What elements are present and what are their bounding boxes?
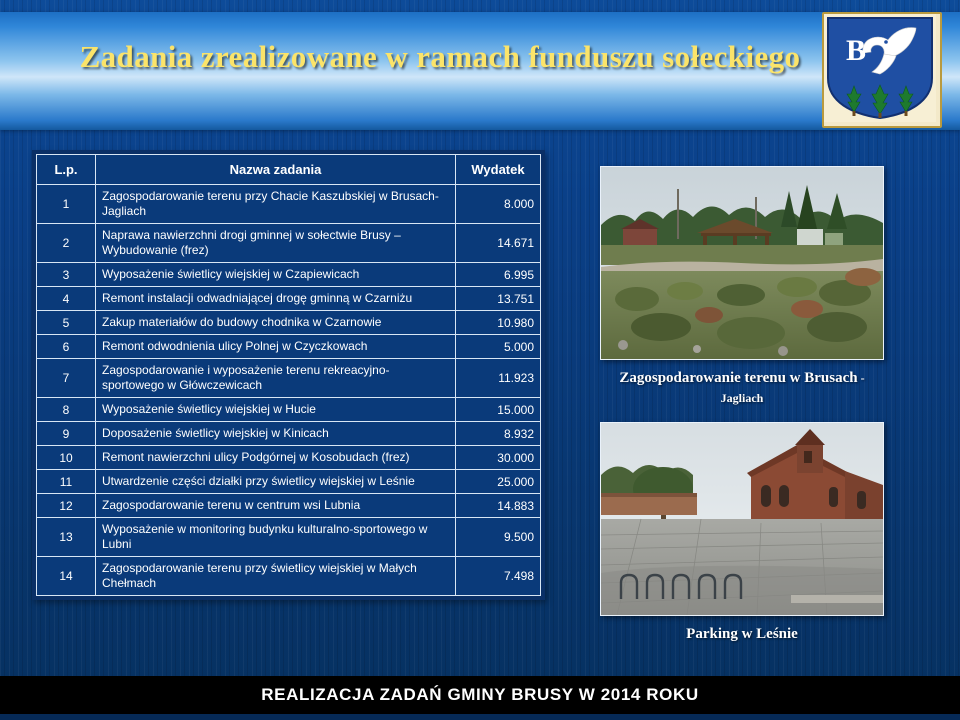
- cell-name: Remont instalacji odwadniającej drogę gminną w Czarniżu: [96, 287, 456, 311]
- table-row: [37, 335, 541, 359]
- photo-caption-1-tail: - Jagliach: [720, 371, 865, 405]
- cell-lp: 2: [37, 224, 96, 263]
- cell-lp: 7: [37, 359, 96, 398]
- photo-caption-1-main: Zagospodarowanie terenu w Brusach: [619, 370, 858, 386]
- cell-name: Remont nawierzchni ulicy Podgórnej w Kosobudach (frez): [96, 446, 456, 470]
- footer-text: REALIZACJA ZADAŃ GMINY BRUSY W 2014 ROKU: [261, 685, 699, 704]
- table-row: [37, 224, 541, 263]
- photo-block-2: [600, 422, 884, 644]
- tasks-table-panel: [32, 150, 545, 600]
- cell-amount: 10.980: [456, 311, 541, 335]
- photo-caption-1: [600, 368, 884, 408]
- cell-amount: 14.671: [456, 224, 541, 263]
- cell-name: Zagospodarowanie terenu w centrum wsi Lubnia: [96, 494, 456, 518]
- cell-lp: 5: [37, 311, 96, 335]
- cell-lp: 11: [37, 470, 96, 494]
- cell-name: Wyposażenie świetlicy wiejskiej w Czapiewicach: [96, 263, 456, 287]
- photo-caption-2: [600, 624, 884, 644]
- photo-zagospodarowanie-terenu-brusy-jagliach: [600, 166, 884, 360]
- cell-amount: 14.883: [456, 494, 541, 518]
- table-row: [37, 359, 541, 398]
- cell-name: Zagospodarowanie i wyposażenie terenu rekreacyjno-sportowego w Główczewicach: [96, 359, 456, 398]
- cell-name: Zagospodarowanie terenu przy świetlicy wiejskiej w Małych Chełmach: [96, 557, 456, 596]
- gmina-brusy-coat-of-arms-icon: [822, 12, 942, 128]
- table-row: [37, 494, 541, 518]
- table-row: [37, 470, 541, 494]
- table-row: [37, 446, 541, 470]
- table-row: [37, 398, 541, 422]
- cell-name: Wyposażenie w monitoring budynku kulturalno-sportowego w Lubni: [96, 518, 456, 557]
- svg-text:B: B: [846, 34, 867, 67]
- cell-name: Doposażenie świetlicy wiejskiej w Kinicach: [96, 422, 456, 446]
- cell-name: Naprawa nawierzchni drogi gminnej w sołectwie Brusy – Wybudowanie (frez): [96, 224, 456, 263]
- cell-amount: 30.000: [456, 446, 541, 470]
- table-row: [37, 263, 541, 287]
- column-header-amount: Wydatek: [456, 155, 541, 185]
- cell-amount: 8.932: [456, 422, 541, 446]
- footer-band: [0, 676, 960, 714]
- cell-amount: 8.000: [456, 185, 541, 224]
- cell-lp: 12: [37, 494, 96, 518]
- column-header-lp: L.p.: [37, 155, 96, 185]
- column-header-name: Nazwa zadania: [96, 155, 456, 185]
- cell-name: Utwardzenie części działki przy świetlicy wiejskiej w Leśnie: [96, 470, 456, 494]
- cell-amount: 15.000: [456, 398, 541, 422]
- table-header-row: [37, 155, 541, 185]
- footer-strip: [0, 714, 960, 720]
- cell-lp: 1: [37, 185, 96, 224]
- cell-lp: 10: [37, 446, 96, 470]
- cell-lp: 8: [37, 398, 96, 422]
- table-row: [37, 311, 541, 335]
- cell-lp: 13: [37, 518, 96, 557]
- cell-name: Remont odwodnienia ulicy Polnej w Czyczkowach: [96, 335, 456, 359]
- cell-amount: 6.995: [456, 263, 541, 287]
- cell-amount: 7.498: [456, 557, 541, 596]
- tasks-table: [36, 154, 541, 596]
- cell-name: Zagospodarowanie terenu przy Chacie Kaszubskiej w Brusach-Jagliach: [96, 185, 456, 224]
- table-row: [37, 185, 541, 224]
- photo-parking-lesno: [600, 422, 884, 616]
- photo-caption-2-main: Parking w Leśnie: [686, 626, 798, 642]
- cell-amount: 9.500: [456, 518, 541, 557]
- table-row: [37, 287, 541, 311]
- table-row: [37, 422, 541, 446]
- cell-lp: 14: [37, 557, 96, 596]
- table-row: [37, 518, 541, 557]
- cell-amount: 5.000: [456, 335, 541, 359]
- cell-lp: 3: [37, 263, 96, 287]
- cell-amount: 11.923: [456, 359, 541, 398]
- cell-name: Zakup materiałów do budowy chodnika w Czarnowie: [96, 311, 456, 335]
- page-title: Zadania zrealizowane w ramach funduszu sołeckiego: [79, 39, 801, 74]
- cell-lp: 6: [37, 335, 96, 359]
- cell-lp: 4: [37, 287, 96, 311]
- cell-amount: 25.000: [456, 470, 541, 494]
- cell-name: Wyposażenie świetlicy wiejskiej w Hucie: [96, 398, 456, 422]
- cell-amount: 13.751: [456, 287, 541, 311]
- cell-lp: 9: [37, 422, 96, 446]
- table-row: [37, 557, 541, 596]
- photo-block-1: [600, 166, 884, 408]
